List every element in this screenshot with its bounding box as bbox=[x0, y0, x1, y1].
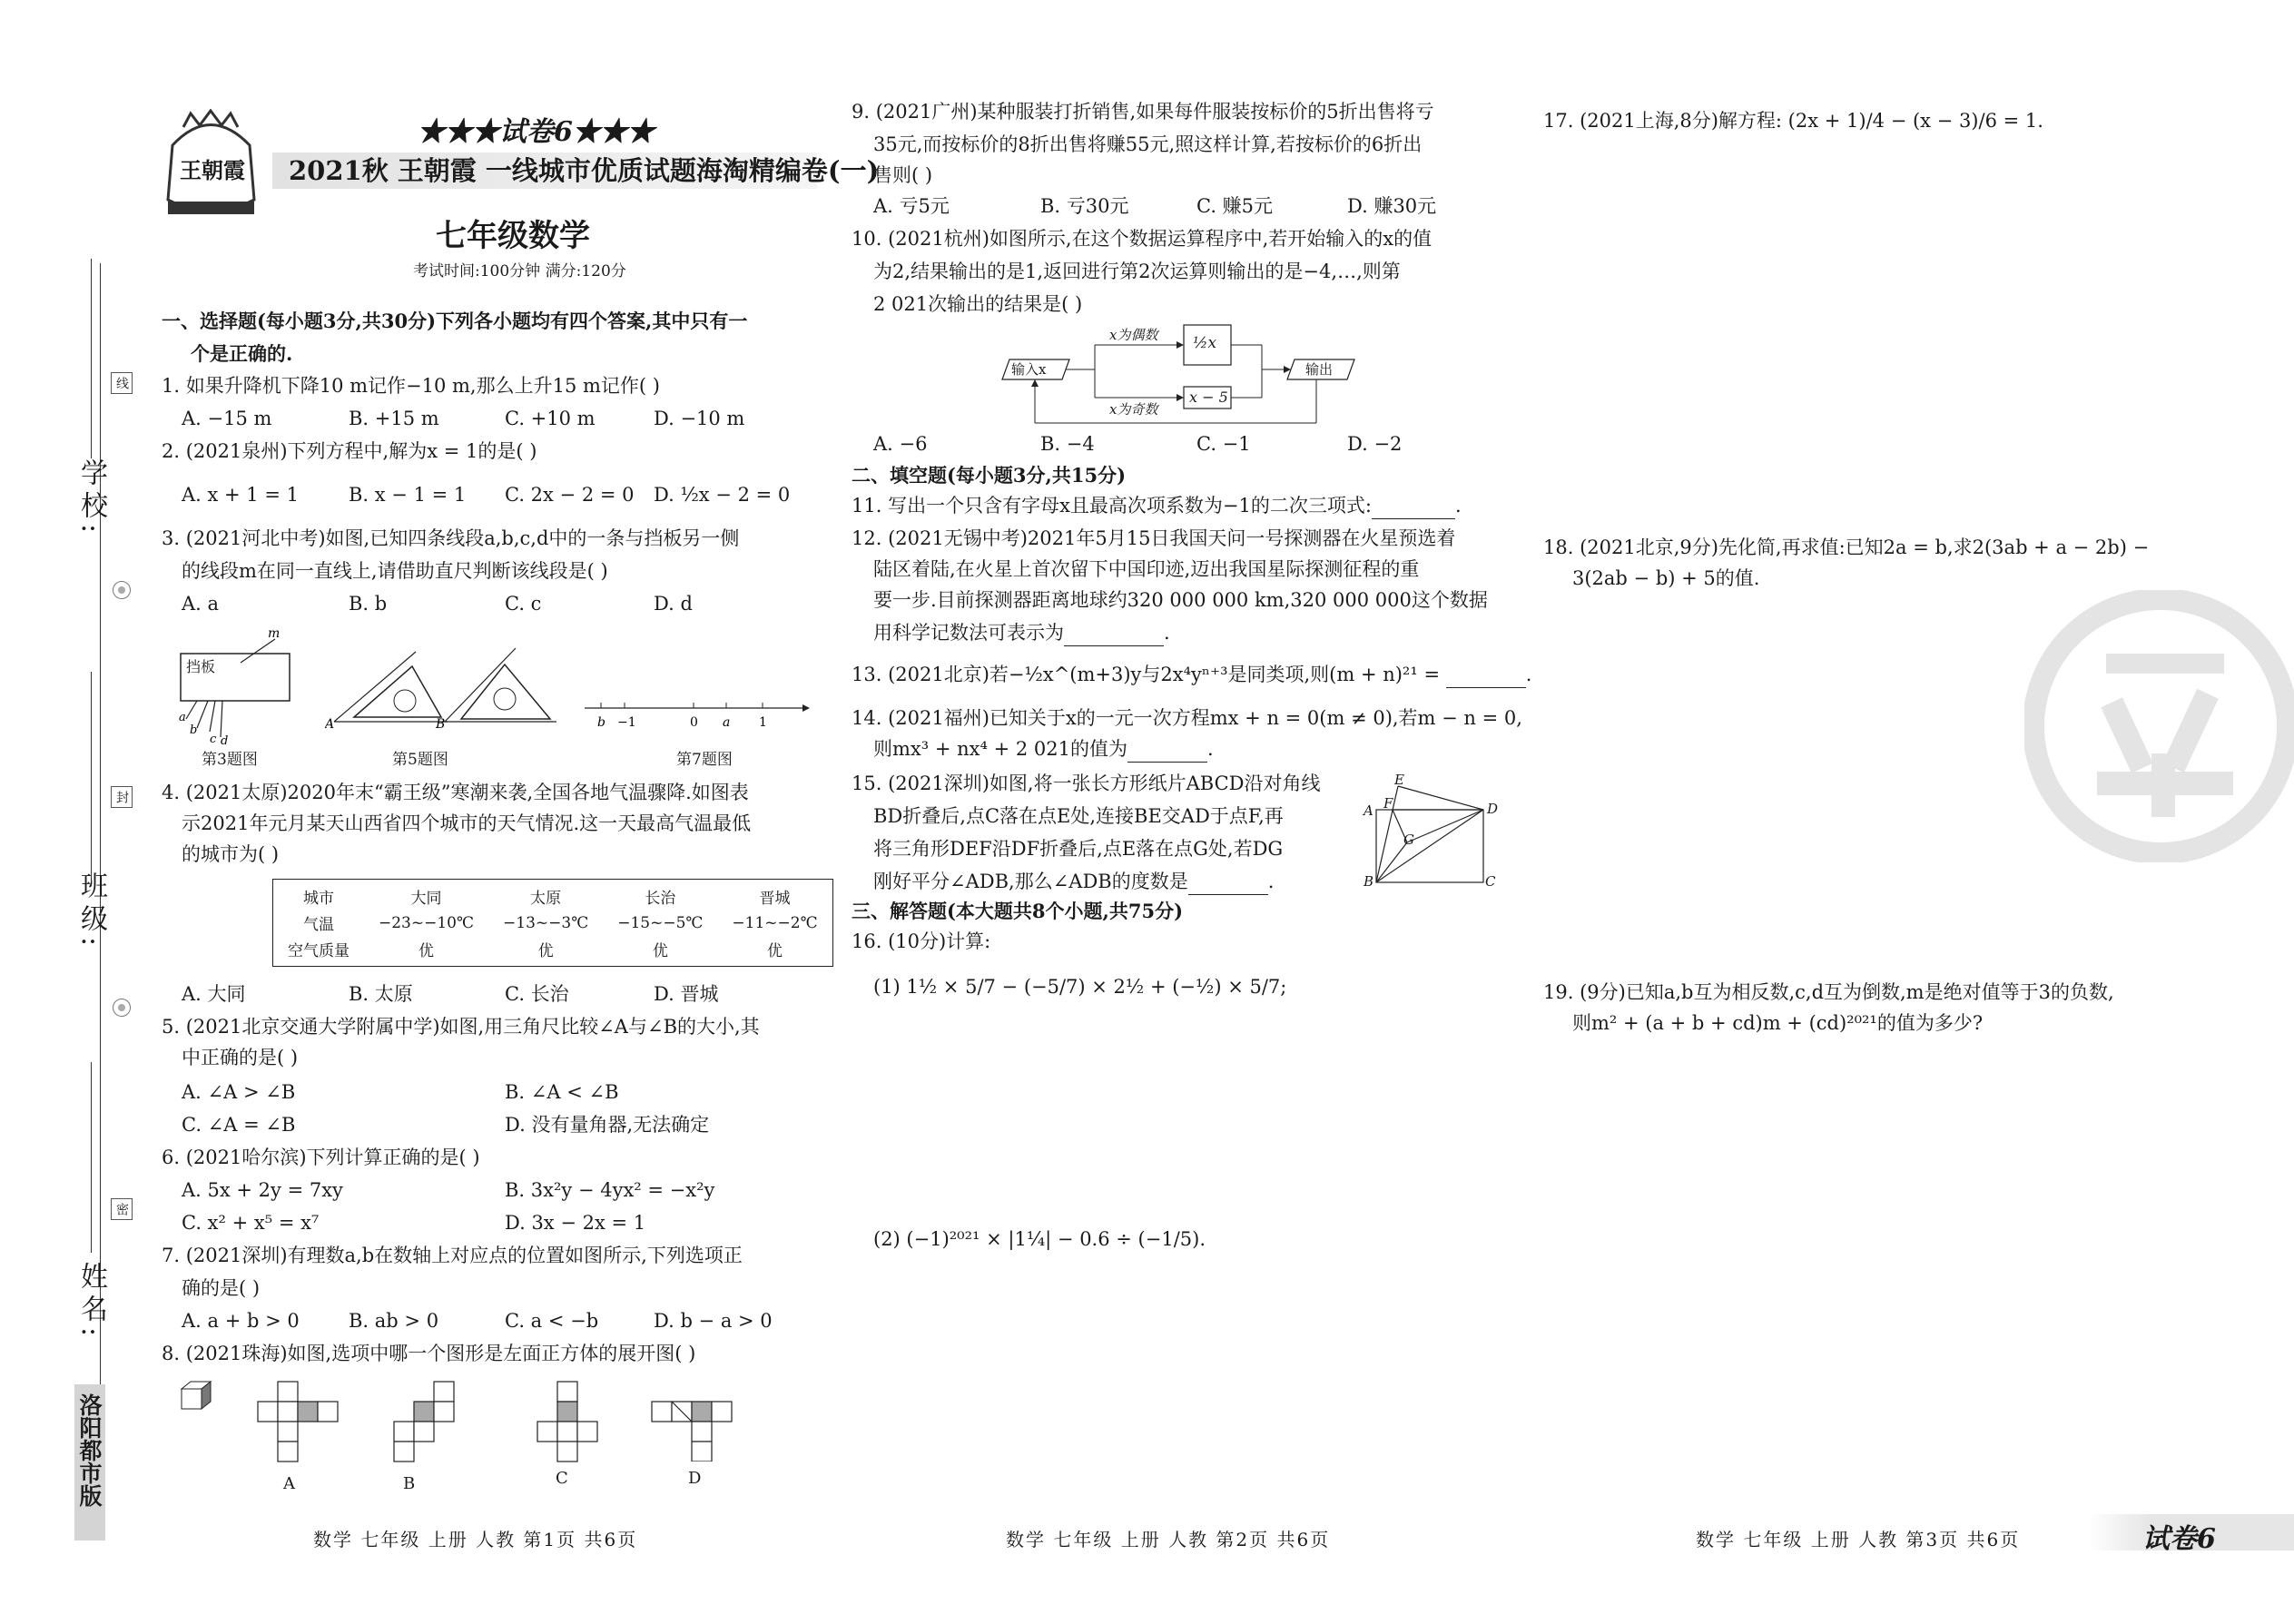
seal-feng-mark: 封 bbox=[111, 786, 133, 808]
q8-stem: 8. (2021珠海)如图,选项中哪一个图形是左面正方体的展开图( ) bbox=[162, 1343, 696, 1364]
answer-blank[interactable] bbox=[1446, 667, 1526, 688]
q15-stem: 15. (2021深圳)如图,将一张长方形纸片ABCD沿对角线 bbox=[852, 773, 1321, 794]
q15-stem-cont: BD折叠后,点C落在点E处,连接BE交AD于点F,再 bbox=[873, 805, 1284, 827]
q13-text: 13. (2021北京)若−½x^(m+3)y与2x⁴yⁿ⁺³是同类项,则(m + n)²¹ = bbox=[852, 664, 1441, 685]
binding-hole-icon bbox=[113, 999, 131, 1017]
svg-text:b: b bbox=[597, 715, 605, 730]
q12-stem-cont: 陆区着陆,在火星上首次留下中国印迹,迈出我国星际探测征程的重 bbox=[873, 558, 1420, 580]
q19-stem: 19. (9分)已知a,b互为相反数,c,d互为倒数,m是绝对值等于3的负数, bbox=[1543, 981, 2114, 1003]
time-score: 考试时间:100分钟 满分:120分 bbox=[413, 262, 626, 281]
q8-option: C bbox=[556, 1469, 568, 1488]
q10-option: B. −4 bbox=[1040, 433, 1095, 455]
net-option-b bbox=[392, 1380, 479, 1467]
table-cell: −13~−3℃ bbox=[503, 913, 589, 932]
q5-figure-angle-a bbox=[325, 645, 452, 735]
page-footer-2: 数学 七年级 上册 人教 第2页 共6页 bbox=[1006, 1529, 1331, 1550]
q6-option: B. 3x²y − 4yx² = −x²y bbox=[505, 1179, 715, 1201]
q9-stem-cont: 35元,而按标价的8折出售将赚55元,照这样计算,若按标价的6折出 bbox=[873, 133, 1423, 155]
q10-stem-cont: 2 021次输出的结果是( ) bbox=[873, 293, 1083, 315]
table-cell: 优 bbox=[537, 942, 554, 960]
section1-title-cont: 个是正确的. bbox=[191, 342, 293, 365]
table-row bbox=[273, 936, 832, 962]
q3-figure bbox=[177, 626, 304, 753]
q1-option: B. +15 m bbox=[349, 408, 439, 429]
table-cell: 晋城 bbox=[759, 890, 791, 908]
q8-option: B bbox=[403, 1474, 416, 1493]
q14-text: 则mx³ + nx⁴ + 2 021的值为 bbox=[873, 738, 1127, 760]
cube-figure bbox=[180, 1380, 212, 1412]
q14-stem: 14. (2021福州)已知关于x的一元一次方程mx + n = 0(m ≠ 0),若m − n = 0, bbox=[852, 707, 1522, 729]
q9-stem: 9. (2021广州)某种服装打折销售,如果每件服装按标价的5折出售将亏 bbox=[852, 101, 1434, 123]
edition-label: 洛阳都市版 bbox=[76, 1393, 103, 1507]
section1-title: 一、选择题(每小题3分,共30分)下列各小题均有四个答案,其中只有一 bbox=[162, 310, 748, 332]
svg-text:1: 1 bbox=[759, 715, 767, 730]
table-cell: 优 bbox=[652, 942, 668, 960]
q12-stem: 12. (2021无锡中考)2021年5月15日我国天问一号探测器在火星预选着 bbox=[852, 527, 1456, 549]
q6-option: C. x² + x⁵ = x⁷ bbox=[182, 1212, 320, 1234]
q4-option: A. 大同 bbox=[182, 983, 246, 1005]
class-label: 班级: bbox=[75, 871, 107, 952]
answer-blank[interactable] bbox=[1127, 742, 1207, 763]
q1-option: C. +10 m bbox=[505, 408, 596, 429]
point-label: A bbox=[1364, 802, 1373, 819]
q10-flowchart bbox=[999, 320, 1362, 428]
q8-option: D bbox=[688, 1469, 702, 1488]
q10-option: D. −2 bbox=[1347, 433, 1403, 455]
q6-option: A. 5x + 2y = 7xy bbox=[182, 1179, 343, 1201]
q18-stem-cont: 3(2ab − b) + 5的值. bbox=[1572, 567, 1760, 589]
svg-text:b: b bbox=[190, 723, 198, 737]
point-label: C bbox=[1485, 873, 1496, 890]
q5-option: D. 没有量角器,无法确定 bbox=[505, 1114, 710, 1136]
flow-odd-label: x为奇数 bbox=[1109, 401, 1158, 418]
table-cell: 优 bbox=[767, 942, 783, 960]
q3-option: A. a bbox=[182, 593, 220, 615]
q2-stem: 2. (2021泉州)下列方程中,解为x = 1的是( ) bbox=[162, 440, 537, 462]
binding-hole-icon bbox=[113, 581, 131, 599]
q13-stem: 13. (2021北京)若−½x^(m+3)y与2x⁴yⁿ⁺³是同类项,则(m + n)²¹ = . bbox=[852, 661, 1531, 688]
section3-title: 三、解答题(本大题共8个小题,共75分) bbox=[852, 900, 1184, 922]
class-underline bbox=[91, 672, 92, 881]
board-label: 挡板 bbox=[186, 658, 216, 675]
flow-output-label: 输出 bbox=[1305, 361, 1334, 378]
table-cell: 气温 bbox=[303, 916, 334, 934]
svg-text:A: A bbox=[325, 717, 335, 732]
q9-option: C. 赚5元 bbox=[1196, 195, 1274, 217]
seal-line-mark: 线 bbox=[111, 372, 133, 394]
q4-stem-cont: 示2021年元月某天山西省四个城市的天气情况.这一天最高气温最低 bbox=[182, 812, 752, 834]
q16-part1: (1) 1½ × 5/7 − (−5/7) × 2½ + (−½) × 5/7; bbox=[873, 976, 1287, 998]
brand-logo bbox=[154, 109, 268, 218]
brand-logo-text: 王朝霞 bbox=[180, 157, 245, 183]
q19-stem-cont: 则m² + (a + b + cd)m + (cd)²⁰²¹的值为多少? bbox=[1572, 1012, 1984, 1034]
q10-stem-cont: 为2,结果输出的是1,返回进行第2次运算则输出的是−4,…,则第 bbox=[873, 261, 1401, 282]
q5-option: C. ∠A = ∠B bbox=[182, 1114, 296, 1136]
q16-stem: 16. (10分)计算: bbox=[852, 930, 991, 952]
flow-minus-box: x − 5 bbox=[1189, 389, 1228, 406]
q9-option: A. 亏5元 bbox=[873, 195, 950, 217]
table-row bbox=[273, 910, 832, 936]
q1-option: A. −15 m bbox=[182, 408, 272, 429]
point-label: E bbox=[1394, 772, 1404, 788]
q4-stem-cont: 的城市为( ) bbox=[182, 843, 280, 865]
seal-mi-mark: 密 bbox=[111, 1198, 133, 1220]
q2-option: A. x + 1 = 1 bbox=[182, 484, 299, 506]
flow-half-box: ½x bbox=[1193, 334, 1217, 352]
q4-weather-table bbox=[272, 879, 833, 967]
q6-option: D. 3x − 2x = 1 bbox=[505, 1212, 646, 1234]
q10-stem: 10. (2021杭州)如图所示,在这个数据运算程序中,若开始输入的x的值 bbox=[852, 228, 1433, 250]
school-underline bbox=[91, 259, 92, 458]
subject-title: 七年级数学 bbox=[436, 218, 590, 254]
page-footer-1: 数学 七年级 上册 人教 第1页 共6页 bbox=[313, 1529, 638, 1550]
q7-stem: 7. (2021深圳)有理数a,b在数轴上对应点的位置如图所示,下列选项正 bbox=[162, 1245, 743, 1266]
q4-option: B. 太原 bbox=[349, 983, 413, 1005]
svg-text:0: 0 bbox=[690, 715, 698, 730]
school-label: 学校: bbox=[75, 458, 107, 539]
table-cell: 大同 bbox=[410, 890, 442, 908]
series-title: 2021秋 王朝霞 一线城市优质试题海淘精编卷(一) bbox=[289, 155, 880, 186]
net-option-c bbox=[536, 1380, 623, 1467]
q5-option: B. ∠A < ∠B bbox=[505, 1081, 619, 1103]
svg-text:a: a bbox=[723, 715, 731, 730]
secret-watermark-icon bbox=[2024, 590, 2294, 862]
table-cell: 优 bbox=[418, 942, 434, 960]
q5-option: A. ∠A > ∠B bbox=[182, 1081, 296, 1103]
q15-figure bbox=[1362, 772, 1499, 890]
table-cell: 太原 bbox=[530, 890, 562, 908]
page-footer-3: 数学 七年级 上册 人教 第3页 共6页 bbox=[1696, 1529, 2021, 1550]
q2-option: D. ½x − 2 = 0 bbox=[654, 484, 791, 506]
net-option-d bbox=[650, 1389, 737, 1462]
point-label: D bbox=[1487, 801, 1499, 817]
q1-stem: 1. 如果升降机下降10 m记作−10 m,那么上升15 m记作( ) bbox=[162, 375, 660, 397]
exam-number: ★★★试卷6★★★ bbox=[418, 116, 655, 148]
q14-stem-cont: 则mx³ + nx⁴ + 2 021的值为 . bbox=[873, 735, 1214, 763]
q2-option: B. x − 1 = 1 bbox=[349, 484, 467, 506]
q16-part2: (2) (−1)²⁰²¹ × |1¼| − 0.6 ÷ (−1/5). bbox=[873, 1228, 1206, 1250]
section2-title: 二、填空题(每小题3分,共15分) bbox=[852, 464, 1127, 487]
name-underline bbox=[91, 1062, 92, 1253]
answer-blank[interactable] bbox=[1064, 625, 1164, 646]
q7-number-line bbox=[581, 692, 817, 737]
svg-text:m: m bbox=[268, 626, 281, 641]
q15-stem-cont: 将三角形DEF沿DF折叠后,点E落在点G处,若DG bbox=[873, 838, 1284, 860]
table-cell: −23~−10℃ bbox=[379, 913, 475, 932]
q12-stem-cont: 要一步.目前探测器距离地球约320 000 000 km,320 000 000这个数据 bbox=[873, 589, 1488, 611]
q5-figure-angle-b bbox=[434, 645, 561, 735]
svg-text:c: c bbox=[210, 733, 217, 744]
q9-option: D. 赚30元 bbox=[1347, 195, 1437, 217]
table-row bbox=[273, 883, 832, 910]
table-cell: −11~−2℃ bbox=[732, 913, 818, 932]
net-option-a bbox=[256, 1380, 343, 1467]
fig5-caption: 第5题图 bbox=[392, 751, 448, 769]
fig7-caption: 第7题图 bbox=[676, 751, 733, 769]
point-label: F bbox=[1383, 795, 1393, 812]
point-label: B bbox=[1364, 873, 1374, 890]
q3-stem-cont: 的线段m在同一直线上,请借助直尺判断该线段是( ) bbox=[182, 560, 608, 582]
flow-even-label: x为偶数 bbox=[1109, 327, 1158, 343]
q12-text: 用科学记数法可表示为 bbox=[873, 622, 1064, 644]
point-label: G bbox=[1403, 832, 1414, 848]
q2-option: C. 2x − 2 = 0 bbox=[505, 484, 635, 506]
table-cell: 城市 bbox=[303, 890, 334, 908]
q12-stem-cont: 用科学记数法可表示为 . bbox=[873, 619, 1170, 646]
flow-input-label: 输入x bbox=[1011, 361, 1047, 378]
q4-option: D. 晋城 bbox=[654, 983, 719, 1005]
answer-blank[interactable] bbox=[1372, 498, 1455, 519]
q15-stem-cont: 刚好平分∠ADB,那么∠ADB的度数是 . bbox=[873, 868, 1274, 895]
q10-option: A. −6 bbox=[873, 433, 928, 455]
svg-text:a: a bbox=[179, 711, 186, 724]
q8-option: A bbox=[283, 1474, 295, 1493]
q11-text: 11. 写出一个只含有字母x且最高次项系数为−1的二次三项式: bbox=[852, 495, 1372, 517]
fig3-caption: 第3题图 bbox=[202, 751, 258, 769]
footer-tag: 试卷6 bbox=[2142, 1523, 2216, 1555]
svg-text:−1: −1 bbox=[617, 715, 636, 730]
q7-option: B. ab > 0 bbox=[349, 1310, 439, 1332]
table-cell: 空气质量 bbox=[288, 942, 350, 960]
q7-option: A. a + b > 0 bbox=[182, 1310, 300, 1332]
table-cell: −15~−5℃ bbox=[617, 913, 704, 932]
table-cell: 长治 bbox=[645, 890, 676, 908]
q10-option: C. −1 bbox=[1196, 433, 1251, 455]
q7-stem-cont: 确的是( ) bbox=[182, 1277, 261, 1299]
q4-option: C. 长治 bbox=[505, 983, 569, 1005]
q7-option: D. b − a > 0 bbox=[654, 1310, 773, 1332]
q17-stem: 17. (2021上海,8分)解方程: (2x + 1)/4 − (x − 3)/6 = 1. bbox=[1543, 110, 2043, 132]
q15-text: 刚好平分∠ADB,那么∠ADB的度数是 bbox=[873, 871, 1188, 892]
svg-text:d: d bbox=[221, 734, 229, 744]
q7-option: C. a < −b bbox=[505, 1310, 599, 1332]
q4-stem: 4. (2021太原)2020年末“霸王级”寒潮来袭,全国各地气温骤降.如图表 bbox=[162, 782, 749, 803]
q3-option: D. d bbox=[654, 593, 693, 615]
q3-option: C. c bbox=[505, 593, 542, 615]
answer-blank[interactable] bbox=[1188, 874, 1268, 895]
q5-stem: 5. (2021北京交通大学附属中学)如图,用三角尺比较∠A与∠B的大小,其 bbox=[162, 1016, 760, 1038]
svg-text:B: B bbox=[436, 717, 446, 732]
name-label: 姓名: bbox=[75, 1262, 107, 1343]
q18-stem: 18. (2021北京,9分)先化简,再求值:已知2a = b,求2(3ab + a − 2b) − bbox=[1543, 536, 2150, 558]
q5-stem-cont: 中正确的是( ) bbox=[182, 1047, 299, 1068]
q1-option: D. −10 m bbox=[654, 408, 745, 429]
q3-stem: 3. (2021河北中考)如图,已知四条线段a,b,c,d中的一条与挡板另一侧 bbox=[162, 527, 740, 549]
q9-option: B. 亏30元 bbox=[1040, 195, 1129, 217]
q9-stem-cont: 售则( ) bbox=[873, 164, 933, 186]
q6-stem: 6. (2021哈尔滨)下列计算正确的是( ) bbox=[162, 1147, 480, 1168]
q11-stem: 11. 写出一个只含有字母x且最高次项系数为−1的二次三项式: . bbox=[852, 492, 1462, 519]
q3-option: B. b bbox=[349, 593, 388, 615]
